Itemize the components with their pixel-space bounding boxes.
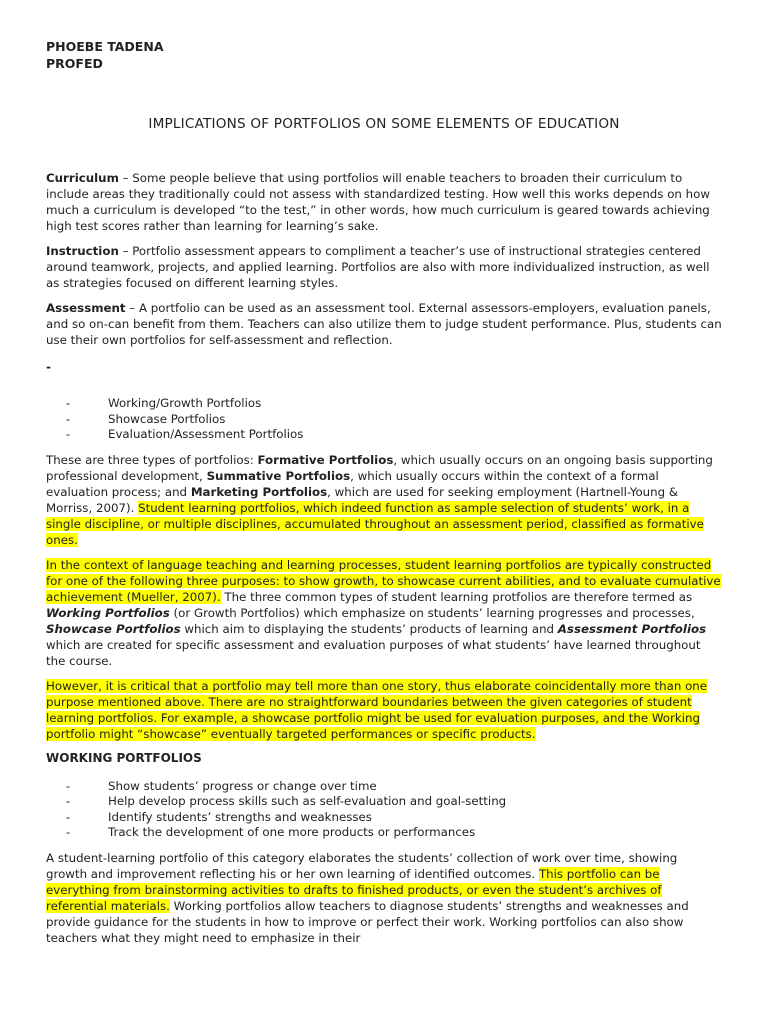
portfolio-types-list [46,396,722,443]
highlighted-text: This portfolio can be everything from brainstorming activities to drafts to finished products, or even the student’s archives of referential materials. [46,866,662,913]
list-item: - Identify students’ strengths and weaknesses [64,810,722,826]
text-run: A student-learning portfolio of this category elaborates the students’ collection of work over time, showing growth and improvement reflecting his or her own learning of identified outcomes. [46,850,678,881]
showcase-portfolios-term: Showcase Portfolios [46,621,181,636]
text-run: which aim to displaying the students’ products of learning and [180,621,558,636]
list-item: - Evaluation/Assessment Portfolios [64,427,722,443]
curriculum-text: – Some people believe that using portfolios will enable teachers to broaden their curriculum to include areas they traditionally could not assess with standardized testing. How well this works depends on how much a curriculum is developed “to the test,” in other words, how much curriculum is geared towards achieving high test scores rather than learning for learning’s sake. [46,171,710,233]
summative-term: Summative Portfolios [206,468,351,483]
instruction-term: Instruction [46,244,119,258]
instruction-text: – Portfolio assessment appears to compliment a teacher’s use of instructional strategies centered around teamwork, projects, and applied learning. Portfolios are also with more individualized instruction, as well as strategies focused on different learning styles. [46,244,710,290]
list-item: - Working/Growth Portfolios [64,396,722,412]
working-portfolios-term: Working Portfolios [46,605,170,620]
working-portfolios-list [46,779,722,841]
document-title: IMPLICATIONS OF PORTFOLIOS ON SOME ELEMENTS OF EDUCATION [148,116,620,132]
highlighted-text: However, it is critical that a portfolio may tell more than one story, thus elaborate coincidentally more than one purpose mentioned above. There are no straightforward boundaries between the given categories of student learning portfolios. For example, a showcase portfolio might be used for evaluation purposes, and the Working portfolio might “showcase” eventually targeted performances or specific products. [46,678,708,741]
assessment-term: Assessment [46,301,126,315]
assessment-paragraph [46,300,722,348]
text-run: , which usually occurs within the context of a formal evaluation process; and [46,468,659,499]
curriculum-paragraph [46,170,722,234]
text-run: , which usually occurs on an ongoing basis supporting professional development, [46,452,713,483]
marketing-term: Marketing Portfolios [190,484,328,499]
assessment-portfolios-term: Assessment Portfolios [557,621,707,636]
highlighted-text: In the context of language teaching and learning processes, student learning portfolios are typically constructed for one of the following three purposes: to show growth, to showcase current abilities, and to evaluate cumulative achievement (Mueller, 2007). [46,557,721,604]
formative-term: Formative Portfolios [257,452,394,467]
list-item: - Show students’ progress or change over time [64,779,722,795]
curriculum-term: Curriculum [46,171,119,185]
working-portfolios-heading: WORKING PORTFOLIOS [46,750,202,765]
list-item: - Showcase Portfolios [64,412,722,428]
highlighted-text: Student learning portfolios, which indeed function as sample selection of students’ work, in a single discipline, or multiple disciplines, accumulated throughout an assessment period, classified as formative ones. [46,500,704,547]
text-run: Working portfolios allow teachers to diagnose students’ strengths and weaknesses and provide guidance for the students in how to improve or perfect their work. Working portfolios can also show teachers what they might need to emphasize in their [46,898,689,945]
list-item: - Help develop process skills such as self-evaluation and goal-setting [64,794,722,810]
text-run: The three common types of student learning protfolios are therefore termed as [220,589,693,604]
list-item: - Track the development of one more products or performances [64,825,722,841]
text-run: These are three types of portfolios: [46,452,258,467]
lone-dash: - [46,360,51,374]
context-paragraph [46,557,722,669]
types-paragraph [46,452,722,548]
critical-paragraph [46,678,722,742]
instruction-paragraph [46,243,722,291]
student-paragraph [46,850,722,946]
course-name: PROFED [46,56,103,71]
assessment-text: – A portfolio can be used as an assessment tool. External assessors-employers, evaluation panels, and so on-can benefit from them. Teachers can also utilize them to judge student performance. Plus, students can use their own portfolios for self-assessment and reflection. [46,301,722,347]
author-name: PHOEBE TADENA [46,39,164,54]
text-run: , which are used for seeking employment (Hartnell-Young & Morriss, 2007). [46,484,679,515]
text-run: which are created for specific assessment and evaluation purposes of what students’ have learned throughout the course. [46,637,701,668]
text-run: (or Growth Portfolios) which emphasize on students’ learning progresses and processes, [169,605,695,620]
